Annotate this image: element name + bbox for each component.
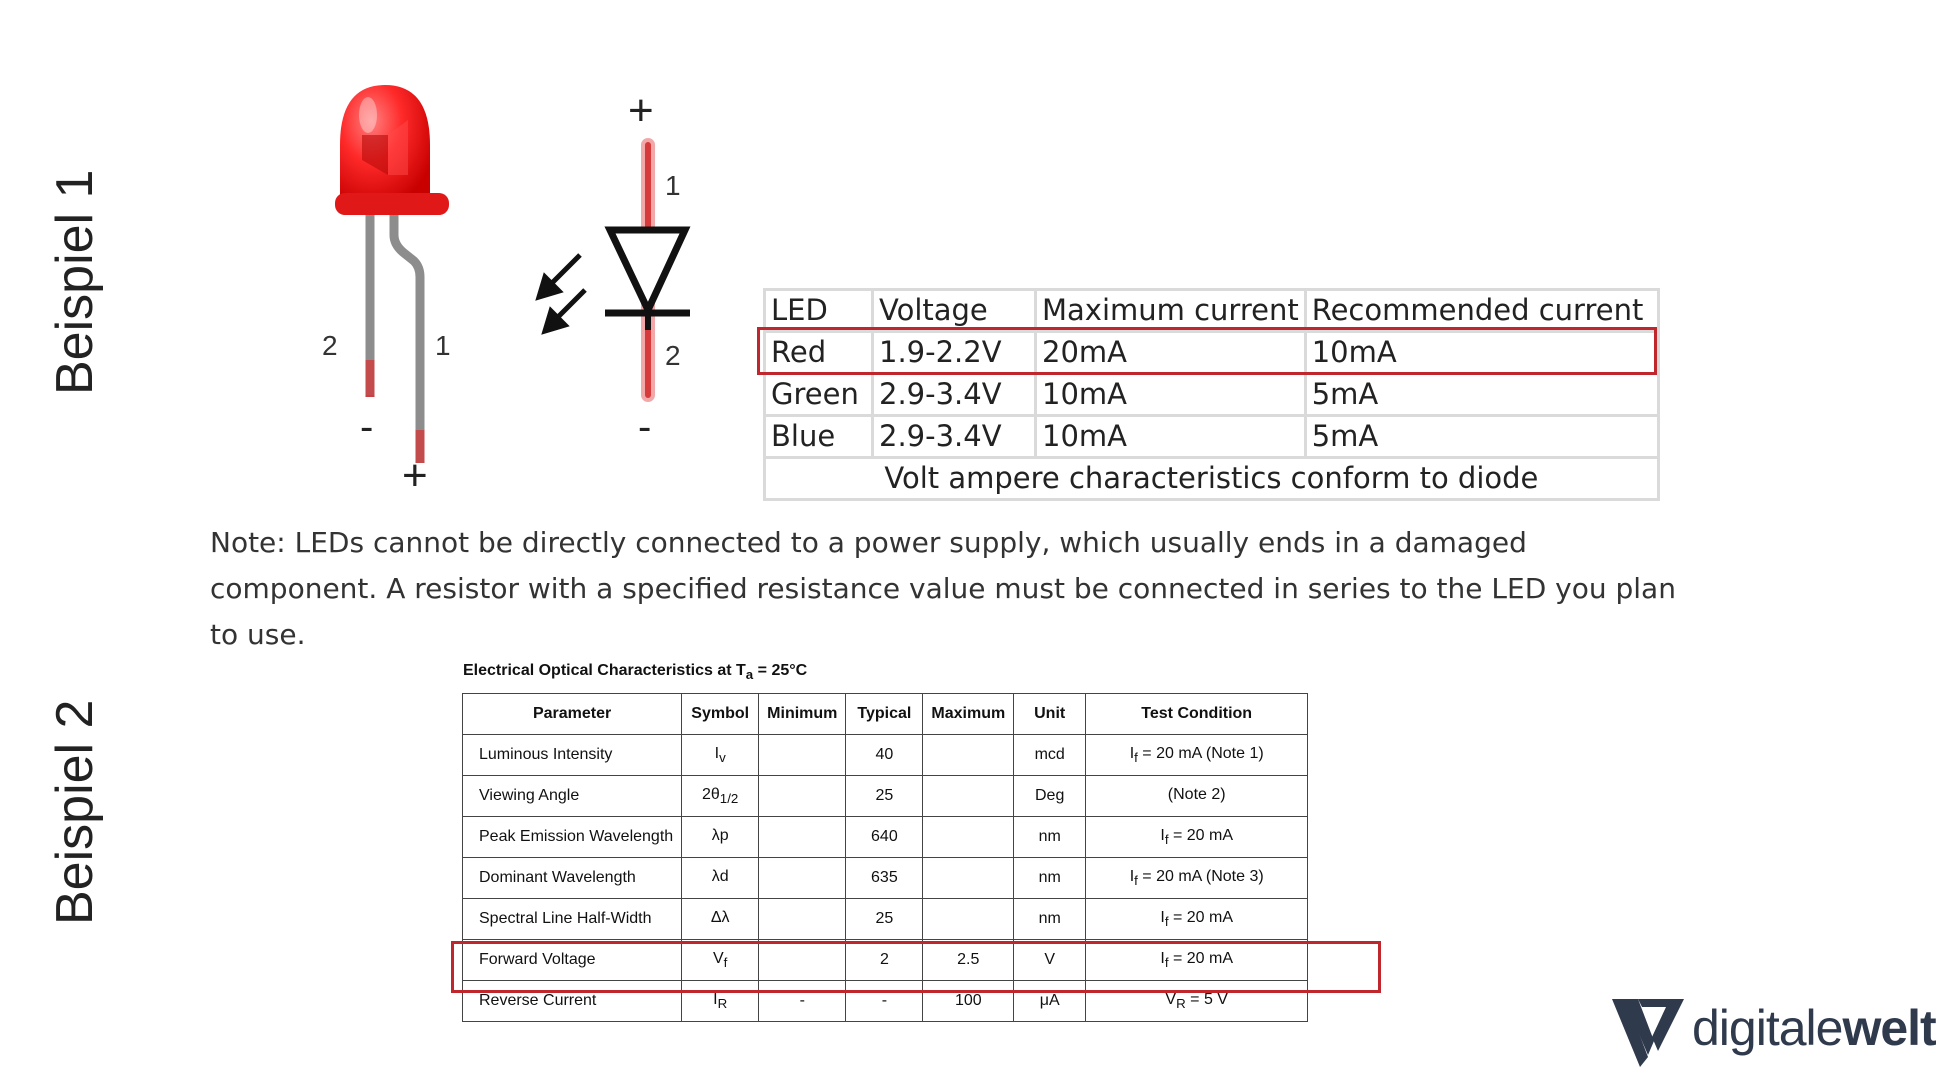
- electrical-table-title: Electrical Optical Characteristics at $T_a = 25^\circ C$: [463, 662, 808, 683]
- led-lead-number-2: 2: [322, 330, 338, 361]
- table-header-cell: Symbol: [682, 694, 759, 735]
- table-cell: 10mA: [1036, 416, 1306, 458]
- table-cell: λp: [682, 817, 759, 858]
- table-cell: nm: [1014, 817, 1086, 858]
- table-cell: -: [759, 981, 846, 1022]
- table-cell: [759, 776, 846, 817]
- table-cell: 40: [846, 735, 923, 776]
- table-cell: [923, 776, 1014, 817]
- table-footer: Volt ampere characteristics conform to diode: [765, 458, 1659, 500]
- example-2-label: Beispiel 2: [46, 699, 104, 925]
- led-plus-sign: +: [402, 451, 428, 500]
- table-row: [463, 858, 1308, 899]
- table-header-cell: LED: [765, 290, 873, 332]
- table-cell: 2.9-3.4V: [873, 416, 1036, 458]
- diode-number-1: 1: [665, 170, 681, 201]
- example-1-label: Beispiel 1: [46, 169, 104, 395]
- table-row: [463, 899, 1308, 940]
- digitalewelt-logo: [1610, 995, 1936, 1075]
- table-cell: Dominant Wavelength: [463, 858, 682, 899]
- table-cell: mcd: [1014, 735, 1086, 776]
- table-cell: $V_f$: [682, 940, 759, 981]
- table-header-cell: Maximum: [923, 694, 1014, 735]
- table-cell: 2.9-3.4V: [873, 374, 1036, 416]
- table-cell: 25: [846, 899, 923, 940]
- table-cell: Red: [765, 332, 873, 374]
- table-cell: 2: [846, 940, 923, 981]
- table-cell: Green: [765, 374, 873, 416]
- table-cell: (Note 2): [1086, 776, 1308, 817]
- led-lead-number-1: 1: [435, 330, 451, 361]
- table-header-row: [463, 694, 1308, 735]
- table-header-cell: Parameter: [463, 694, 682, 735]
- table-cell: $I_v$: [682, 735, 759, 776]
- red-led-illustration: [320, 75, 460, 505]
- electrical-characteristics-table: [462, 693, 1308, 1022]
- table-header-cell: Unit: [1014, 694, 1086, 735]
- led-specs-table: [763, 288, 1660, 501]
- table-footer-row: [765, 458, 1659, 500]
- table-cell: $I_f = 20$ mA: [1086, 940, 1308, 981]
- table-header-cell: Maximum current: [1036, 290, 1306, 332]
- table-cell: μA: [1014, 981, 1086, 1022]
- table-cell: 10mA: [1036, 374, 1306, 416]
- table-cell: Forward Voltage: [463, 940, 682, 981]
- table-cell: Peak Emission Wavelength: [463, 817, 682, 858]
- table-row-blue: [765, 416, 1659, 458]
- table-cell: $I_R$: [682, 981, 759, 1022]
- table-cell: 2.5: [923, 940, 1014, 981]
- logo-mark-icon: [1610, 995, 1686, 1067]
- table-cell: V: [1014, 940, 1086, 981]
- table-row-red: [765, 332, 1659, 374]
- diode-plus-sign: +: [628, 86, 654, 135]
- table-cell: [759, 858, 846, 899]
- table-cell: λd: [682, 858, 759, 899]
- table-cell: $V_R = 5$ V: [1086, 981, 1308, 1022]
- table-cell: Blue: [765, 416, 873, 458]
- table-row: [463, 981, 1308, 1022]
- table-row: [463, 735, 1308, 776]
- table-row: [463, 776, 1308, 817]
- led-minus-sign: -: [360, 405, 374, 449]
- table-row-green: [765, 374, 1659, 416]
- table-cell: $I_f = 20$ mA: [1086, 899, 1308, 940]
- table-cell: $I_f = 20$ mA (Note 3): [1086, 858, 1308, 899]
- table-cell: nm: [1014, 899, 1086, 940]
- table-cell: 5mA: [1305, 374, 1658, 416]
- table-cell: [923, 735, 1014, 776]
- diode-minus-sign: -: [638, 405, 652, 449]
- table-cell: $I_f = 20$ mA: [1086, 817, 1308, 858]
- table-cell: Deg: [1014, 776, 1086, 817]
- table-header-cell: Minimum: [759, 694, 846, 735]
- table-cell: [923, 817, 1014, 858]
- table-cell: [759, 735, 846, 776]
- table-cell: [759, 817, 846, 858]
- table-cell: [923, 858, 1014, 899]
- table-header-cell: Recommended current: [1305, 290, 1658, 332]
- table-cell: 100: [923, 981, 1014, 1022]
- table-cell: $I_f = 20$ mA (Note 1): [1086, 735, 1308, 776]
- table-cell: 635: [846, 858, 923, 899]
- table-cell: [923, 899, 1014, 940]
- table-cell: 10mA: [1305, 332, 1658, 374]
- table-cell: 5mA: [1305, 416, 1658, 458]
- led-schematic-symbol: [525, 86, 725, 455]
- table-header-cell: Test Condition: [1086, 694, 1308, 735]
- table-cell: [759, 899, 846, 940]
- table-cell: 1.9-2.2V: [873, 332, 1036, 374]
- table-cell: nm: [1014, 858, 1086, 899]
- diode-number-2: 2: [665, 340, 681, 371]
- table-cell: 20mA: [1036, 332, 1306, 374]
- table-row: [463, 817, 1308, 858]
- table-cell: $2\theta_{1/2}$: [682, 776, 759, 817]
- note-text: Note: LEDs cannot be directly connected to a power supply, which usually ends in a damaged component. A resistor with a specified resistance value must be connected in series to the LED you plan to use.: [210, 526, 1676, 651]
- table-cell: [759, 940, 846, 981]
- table-header-cell: Voltage: [873, 290, 1036, 332]
- table-cell: Luminous Intensity: [463, 735, 682, 776]
- table-cell: 640: [846, 817, 923, 858]
- table-cell: -: [846, 981, 923, 1022]
- table-cell: Viewing Angle: [463, 776, 682, 817]
- table-cell: Reverse Current: [463, 981, 682, 1022]
- logo-text-regular: digitale: [1692, 1000, 1843, 1056]
- logo-text-bold: welt: [1842, 1000, 1936, 1056]
- table-cell: 25: [846, 776, 923, 817]
- table-header-cell: Typical: [846, 694, 923, 735]
- table-cell: Spectral Line Half-Width: [463, 899, 682, 940]
- table-cell: Δλ: [682, 899, 759, 940]
- table-header-row: [765, 290, 1659, 332]
- table-row: [463, 940, 1308, 981]
- light-arrows-icon: [539, 255, 585, 331]
